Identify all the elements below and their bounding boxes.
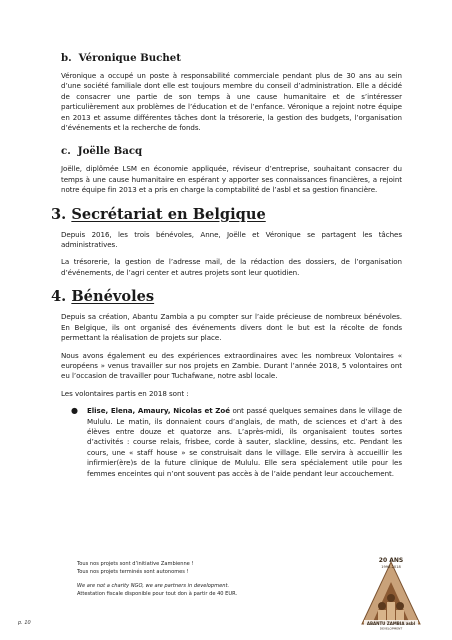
section-heading-3: [51, 206, 402, 224]
volunteer-names: Elise, Elena, Amaury, Nicolas et Zoé: [87, 406, 230, 416]
subsection-number: c.: [61, 145, 71, 158]
volunteer-description: ont passé quelques semaines dans le village de Mululu. Le matin, ils donnaient cours d’anglais, de math, de sciences et d’art à des élèves entre douze et quatorze ans. L’après-midi, ils organisaient toutes sortes d’activités : course relais, frisbee, corde à sauter, slackline, dessins, etc. Pendant les cours, une « staff house » se construisait dans le village. Elle servira à accueillir les infirmier(ère)s de la future clinique de Mululu. Elle sera spécialement utile pour les femmes enceintes qui n’ont souvent pas accès à de l’aide pendant leur accouchement.: [87, 406, 402, 478]
paragraph-benevoles-1: Depuis sa création, Abantu Zambia a pu compter sur l’aide précieuse de nombreux bénévoles. En Belgique, ils ont organisé des événements divers dont le but est la récolte de fonds permettant la réalisation de projets sur place.: [61, 312, 402, 343]
volunteer-list: [61, 406, 402, 479]
logo-tagline: DEVELOPMENT: [379, 626, 403, 630]
subsection-heading-c: [61, 145, 402, 158]
section-title: Bénévoles: [71, 288, 155, 306]
section-number: 4.: [51, 288, 67, 306]
list-item: [61, 406, 402, 479]
footer-line-4: Attestation fiscale disponible pour tout don à partir de 40 EUR.: [77, 591, 238, 597]
paragraph-benevoles-2: Nous avons également eu des expériences extraordinaires avec les nombreux Volontaires « européens » venus travailler sur nos projets en Zambie. Durant l’année 2018, 5 volontaires ont eu l’occasion de travailler pour Tuchafwane, notre asbl locale.: [61, 350, 402, 381]
logo-name: ABANTU ZAMBIA asbl: [366, 621, 416, 626]
paragraph-joelle: Joëlle, diplômée LSM en économie appliquée, réviseur d’entreprise, souhaitant consacrer du temps à une cause humanitaire en espérant y apporter ses connaissances financières, a rejoint notre équipe fin 2013 et a pris en charge la comptabilité de l’asbl et sa gestion financière.: [61, 164, 402, 195]
section-number: 3.: [51, 205, 67, 223]
paragraph-veronique: Véronique a occupé un poste à responsabilité commerciale pendant plus de 30 ans au sein d’une société familiale dont elle est toujours membre du conseil d’administration. Elle a décidé de consacrer une partie de son temps à une cause humanitaire et de s’intéresser particulièrement aux problèmes de l’éducation et de l’enfance. Véronique a rejoint notre équipe en 2013 et assume différentes tâches dont la trésorerie, la gestion des budgets, l’organisation d’événements et la recherche de fonds.: [61, 71, 402, 133]
footer-line-2: Tous nos projets terminés sont autonomes !: [77, 569, 189, 575]
bullet-icon: ●: [71, 406, 78, 416]
subsection-title: Joëlle Bacq: [77, 145, 143, 158]
section-title: Secrétariat en Belgique: [71, 205, 266, 223]
footer-line-1: Tous nos projets sont d’initiative Zambienne !: [77, 561, 194, 567]
subsection-heading-b: [61, 52, 402, 65]
paragraph-secretariat-1: Depuis 2016, les trois bénévoles, Anne, Joëlle et Véronique se partagent les tâches administratives.: [61, 229, 402, 250]
page-content: [51, 52, 402, 486]
page-number: p. 10: [18, 620, 31, 626]
footer-line-3: We are not a charity NGO, we are partners in development.: [77, 583, 230, 589]
paragraph-benevoles-3: Les volontaires partis en 2018 sont :: [61, 388, 189, 398]
section-heading-4: [51, 288, 402, 306]
subsection-title: Véronique Buchet: [78, 52, 181, 64]
abantu-zambia-logo: [358, 554, 424, 630]
logo-years: 20 ANS: [378, 557, 404, 564]
subsection-number: b.: [61, 52, 72, 64]
paragraph-secretariat-2: La trésorerie, la gestion de l’adresse mail, de la rédaction des dossiers, de l’organisation d’événements, de l’agri center et autres projets sont leur quotidien.: [61, 257, 402, 277]
logo-period: 1998-2018: [381, 565, 401, 569]
